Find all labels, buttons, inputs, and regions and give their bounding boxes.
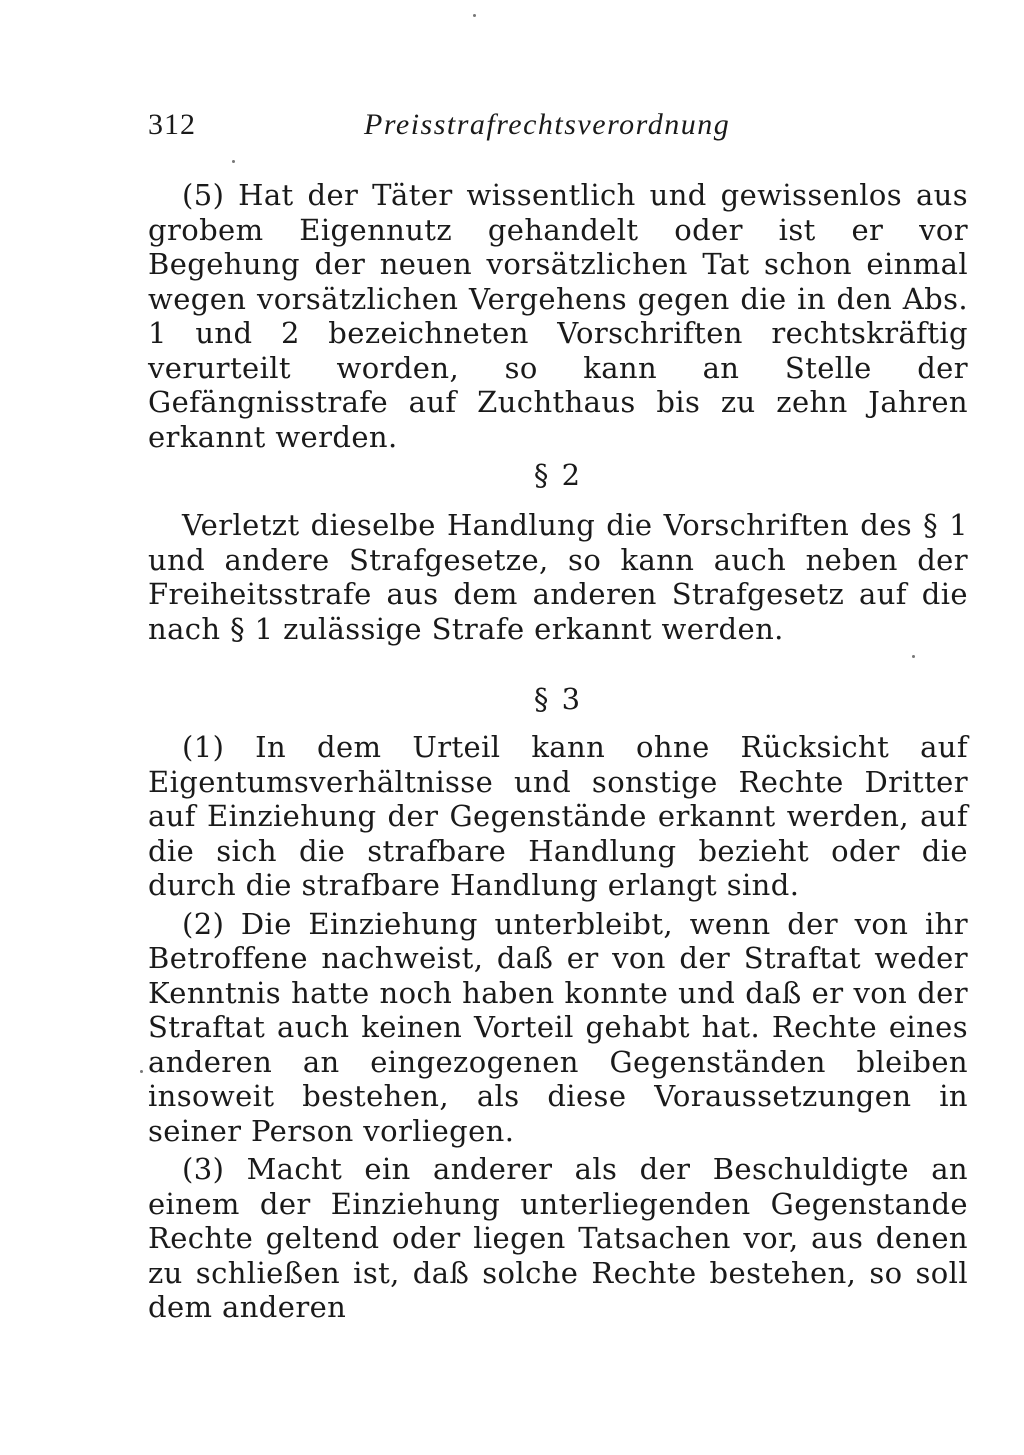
section-3-paragraph-1: (1) In dem Urteil kann ohne Rücksicht auf Eigentumsverhältnisse und sonstige Rechte Dritter auf Einziehung der Gegenstände erkannt werden, auf die sich die strafbare Handlung bezieht oder die durch die strafbare Handlung erlangt sind.: [148, 730, 968, 902]
section-3-heading: § 3: [533, 682, 583, 716]
paragraph-5-block: [148, 178, 968, 454]
page-number: 312: [148, 108, 196, 141]
scan-speck: [473, 14, 476, 17]
scan-speck: [140, 1070, 143, 1073]
section-3-paragraph-3: (3) Macht ein anderer als der Beschuldigte an einem der Einziehung unterliegenden Gegenstande Rechte geltend oder liegen Tatsachen vor, aus denen zu schließen ist, daß solche Rechte bestehen, so soll dem anderen: [148, 1152, 968, 1324]
section-2-text: Verletzt dieselbe Handlung die Vorschriften des § 1 und andere Strafgesetze, so kann auch neben der Freiheitsstrafe aus dem anderen Strafgesetz auf die nach § 1 zulässige Strafe erkannt werden.: [148, 508, 968, 646]
running-header: [148, 108, 968, 148]
section-3-paragraph-2: (2) Die Einziehung unterbleibt, wenn der von ihr Betroffene nachweist, daß er von der Straftat weder Kenntnis hatte noch haben konnte und daß er von der Straftat auch keinen Vorteil gehabt hat. Rechte eines anderen an eingezogenen Gegenständen bleiben insoweit bestehen, als diese Voraussetzungen in seiner Person vorliegen.: [148, 906, 968, 1148]
scan-speck: [232, 160, 235, 163]
paragraph-5: (5) Hat der Täter wissentlich und gewissenlos aus grobem Eigennutz gehandelt oder ist er vor Begehung der neuen vorsätzlichen Tat schon einmal wegen vorsätzlichen Vergehens gegen die in den Abs. 1 und 2 bezeichneten Vorschriften rechtskräftig verurteilt worden, so kann an Stelle der Gefängnisstrafe auf Zuchthaus bis zu zehn Jahren erkannt werden.: [148, 178, 968, 454]
section-2-heading: § 2: [533, 458, 583, 492]
section-3-block: [148, 730, 968, 1325]
section-2-block: [148, 508, 968, 646]
scan-speck: [912, 655, 915, 658]
running-title: Preisstrafrechtsverordnung: [364, 108, 731, 141]
